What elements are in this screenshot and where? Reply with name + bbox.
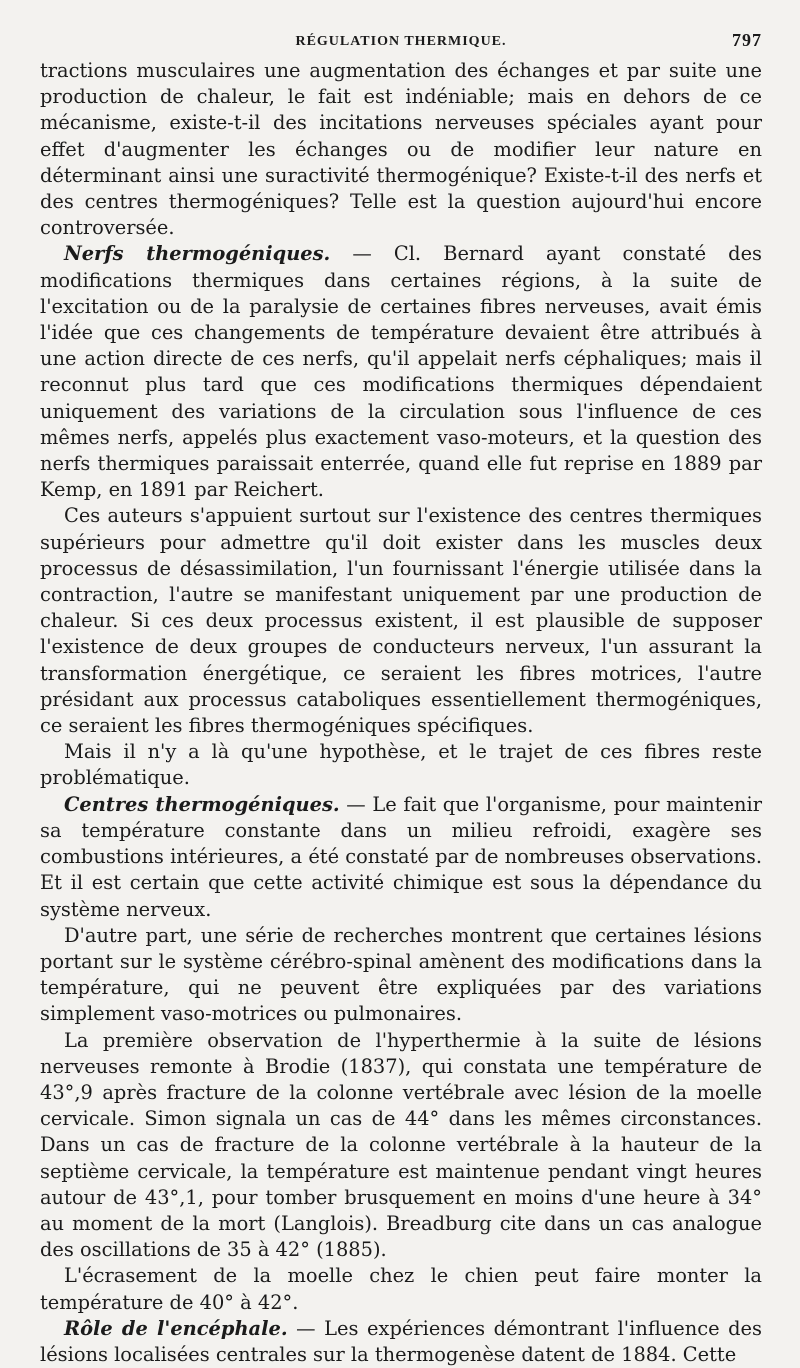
- running-head: [40, 30, 762, 58]
- paragraph: [40, 739, 762, 791]
- paragraph-text: tractions musculaires une augmentation des échanges et par suite une production de chaleur, le fait est indéniable; mais en dehors de ce mécanisme, existe-t-il des incitations nerveuses spéciales ayant pour effet d'augmenter les échanges ou de modifier leur nature en déterminant ainsi une suractivité thermogénique? Existe-t-il des nerfs et des centres thermogéniques? Telle est la question aujourd'hui encore controversée.: [40, 59, 762, 240]
- section-heading: Nerfs thermogéniques.: [64, 242, 331, 266]
- section-heading: Rôle de l'encéphale.: [64, 1316, 288, 1340]
- page-number: 797: [732, 30, 762, 50]
- paragraph: [40, 1028, 762, 1264]
- paragraph: [40, 1263, 762, 1315]
- running-title: RÉGULATION THERMIQUE.: [295, 34, 507, 49]
- paragraph-text: — Le fait que l'organisme, pour maintenir sa température constante dans un milieu refroidi, exagère ses combustions intérieures, a été constaté par de nombreuses observations. Et il est certain que cette activité chimique est sous la dépendance du système nerveux.: [40, 792, 763, 921]
- paragraph-text: D'autre part, une série de recherches montrent que certaines lésions portant sur le système cérébro-spinal amènent des modifications dans la température, qui ne peuvent être expliquées par des variations simplement vaso-motrices ou pulmonaires.: [40, 923, 762, 1026]
- paragraph-role-encephale: [40, 1316, 762, 1368]
- paragraph-centres-thermogeniques: [40, 792, 762, 923]
- paragraph-text: Ces auteurs s'appuient surtout sur l'existence des centres thermiques supérieurs pour admettre qu'il doit exister dans les muscles deux processus de désassimilation, l'un fournissant l'énergie utilisée dans la contraction, l'autre se manifestant uniquement par une production de chaleur. Si ces deux processus existent, il est plausible de supposer l'existence de deux groupes de conducteurs nerveux, l'un assurant la transformation énergétique, ce seraient les fibres motrices, l'autre présidant aux processus cataboliques essentiellement thermogéniques, ce seraient les fibres thermogéniques spécifiques.: [40, 504, 762, 738]
- paragraph-text: — Cl. Bernard ayant constaté des modifications thermiques dans certaines régions, à la suite de l'excitation ou de la paralysie de certaines fibres nerveuses, avait émis l'idée que ces changements de température devaient être attribués à une action directe de ces nerfs, qu'il appelait nerfs céphaliques; mais il reconnut plus tard que ces modifications thermiques dépendaient uniquement des variations de la circulation sous l'influence de ces mêmes nerfs, appelés plus exactement vaso-moteurs, et la question des nerfs thermiques paraissait enterrée, quand elle fut reprise en 1889 par Kemp, en 1891 par Reichert.: [40, 242, 762, 502]
- paragraph-nerfs-thermogeniques: [40, 241, 762, 503]
- paragraph: [40, 503, 762, 739]
- body-text: [40, 58, 762, 1368]
- paragraph-text: Mais il n'y a là qu'une hypothèse, et le trajet de ces fibres reste problématique.: [40, 740, 762, 790]
- paragraph-text: L'écrasement de la moelle chez le chien peut faire monter la température de 40° à 42°.: [40, 1264, 762, 1314]
- paragraph-continuation: [40, 58, 762, 241]
- paragraph-text: La première observation de l'hyperthermie à la suite de lésions nerveuses remonte à Brodie (1837), qui constata une température de 43°,9 après fracture de la colonne vertébrale avec lésion de la moelle cervicale. Simon signala un cas de 44° dans les mêmes circonstances. Dans un cas de fracture de la colonne vertébrale à la hauteur de la septième cervicale, la température est maintenue pendant vingt heures autour de 43°,1, pour tomber brusquement en moins d'une heure à 34° au moment de la mort (Langlois). Breadburg cite dans un cas analogue des oscillations de 35 à 42° (1885).: [40, 1028, 762, 1262]
- paragraph: [40, 923, 762, 1028]
- paragraph-text: — Les expériences démontrant l'influence des lésions localisées centrales sur la thermogenèse datent de 1884. Cette: [40, 1316, 762, 1366]
- section-heading: Centres thermogéniques.: [64, 792, 340, 816]
